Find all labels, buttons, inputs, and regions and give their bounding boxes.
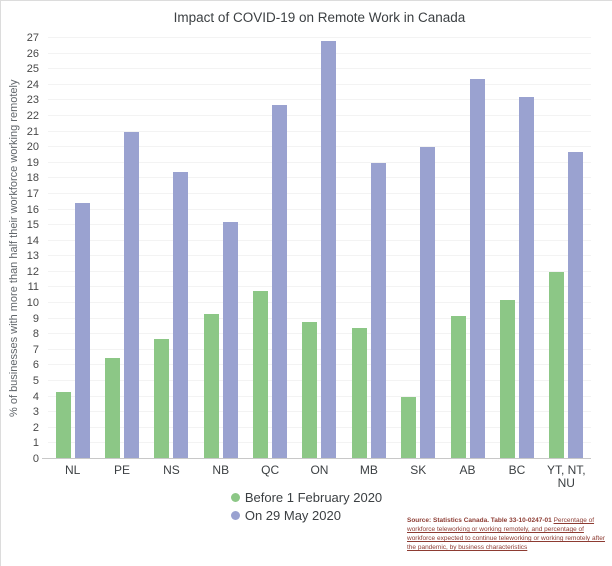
bar[interactable] [519,97,534,459]
bar-group [48,38,97,459]
bar-group [147,38,196,459]
y-tick-label: 10 [26,297,39,310]
legend-label: Before 1 February 2020 [244,490,383,505]
legend-items [231,490,382,523]
y-tick-label: 16 [26,203,39,216]
y-tick-label: 2 [32,421,39,434]
y-axis-ticks [1,32,42,465]
y-tick-label: 5 [32,375,39,388]
bar[interactable] [401,397,416,459]
bar[interactable] [321,41,336,459]
x-axis-label: NB [212,463,230,477]
y-tick-label: 17 [26,187,39,200]
bar[interactable] [420,147,435,459]
y-tick-label: 6 [32,359,39,372]
x-axis-labels [48,464,591,490]
bar-group [394,38,443,459]
bar-group [245,38,294,459]
bar[interactable] [568,152,583,459]
legend-marker-icon [231,493,240,502]
bar[interactable] [470,79,485,459]
bar[interactable] [124,132,139,459]
source-link[interactable]: Percentage of workforce teleworking or working remotely, and percentage of workforce expected to continue teleworking or working remotely after the pandemic, by business characteristics [407,517,605,551]
bar-group [492,38,541,459]
y-axis-title: % of businesses with more than half their workforce working remotely [8,79,20,418]
bar[interactable] [154,339,169,459]
legend-label: On 29 May 2020 [244,508,341,523]
y-tick-label: 21 [26,125,39,138]
y-tick-label: 25 [26,63,39,76]
y-tick-label: 15 [26,219,39,232]
x-axis-label: ON [310,463,329,477]
bar[interactable] [371,163,386,459]
bars-layer [48,38,591,459]
y-tick-label: 18 [26,172,39,185]
bar-group [344,38,393,459]
y-tick-label: 27 [26,32,39,44]
x-axis-label: AB [459,463,476,477]
bar-group [196,38,245,459]
x-axis-label: NS [163,463,180,477]
y-tick-label: 4 [32,390,39,403]
bar[interactable] [272,105,287,459]
x-axis-label: MB [359,463,378,477]
x-axis-label: YT, NT, NU [546,463,586,490]
bar[interactable] [204,314,219,459]
bar[interactable] [549,272,564,459]
y-tick-label: 13 [26,250,39,263]
y-tick-label: 20 [26,141,39,154]
bar-group [97,38,146,459]
y-tick-label: 19 [26,156,39,169]
y-tick-label: 1 [32,437,39,450]
legend-item [231,508,382,523]
y-tick-label: 3 [32,406,39,419]
source-note [407,516,608,552]
x-axis-label: QC [261,463,280,477]
source-prefix: Source: Statistics Canada. Table 33-10-0247-01 [407,517,554,524]
y-tick-label: 14 [26,234,39,247]
x-axis-label: NL [65,463,81,477]
y-tick-label: 22 [26,109,39,122]
y-tick-label: 24 [26,78,39,91]
bar[interactable] [223,222,238,459]
y-tick-label: 9 [32,312,39,325]
y-tick-label: 0 [32,453,39,465]
y-tick-label: 8 [32,328,39,341]
bar[interactable] [253,291,268,459]
chart-title: Impact of COVID-19 on Remote Work in Canada [173,10,466,25]
legend-marker-icon [231,511,240,520]
x-axis-label: SK [410,463,427,477]
bar[interactable] [173,172,188,459]
bar-group [443,38,492,459]
legend-item [231,490,382,505]
x-axis-line [42,458,591,459]
y-tick-label: 23 [26,94,39,107]
y-tick-label: 7 [32,343,39,356]
bar[interactable] [451,316,466,459]
bar[interactable] [352,328,367,459]
bar[interactable] [500,300,515,459]
bar[interactable] [56,392,71,459]
y-tick-label: 11 [27,281,39,294]
y-tick-label: 12 [26,265,39,278]
bar-group [295,38,344,459]
bar[interactable] [302,322,317,459]
bar[interactable] [75,203,90,459]
x-axis-label: PE [114,463,131,477]
bar[interactable] [105,358,120,459]
y-tick-label: 26 [26,47,39,60]
bar-group [542,38,591,459]
plot-area [48,38,591,459]
x-axis-label: BC [508,463,526,477]
